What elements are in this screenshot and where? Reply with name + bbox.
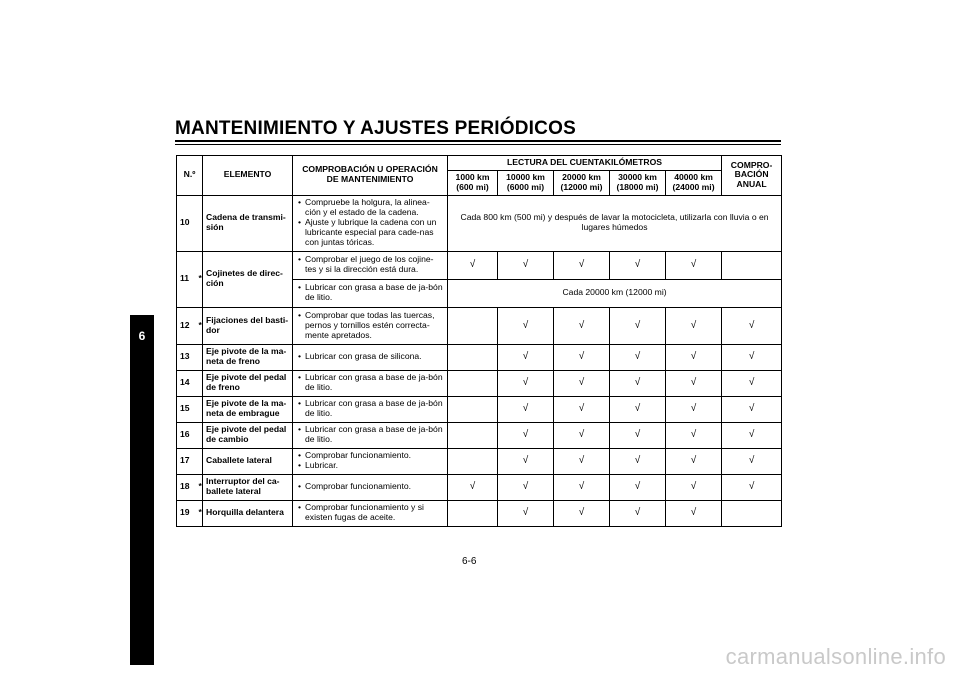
check-mark: √ bbox=[498, 344, 554, 370]
row-operations bbox=[293, 344, 448, 370]
check-mark: √ bbox=[448, 474, 498, 500]
check-mark: √ bbox=[666, 344, 722, 370]
operation-item: • Lubricar. bbox=[296, 461, 444, 471]
row-element: Eje pivote de la ma-neta de embrague bbox=[203, 396, 293, 422]
row-number: 12 bbox=[177, 307, 196, 344]
operation-item: • Lubricar con grasa de silicona. bbox=[296, 352, 444, 362]
check-mark: √ bbox=[666, 307, 722, 344]
row-star bbox=[196, 422, 203, 448]
empty-cell bbox=[722, 251, 782, 279]
table-row bbox=[177, 344, 782, 370]
row-element: Cadena de transmi-sión bbox=[203, 195, 293, 251]
check-mark: √ bbox=[722, 344, 782, 370]
row-star bbox=[196, 396, 203, 422]
check-mark: √ bbox=[666, 474, 722, 500]
row-element: Eje pivote de la ma-neta de freno bbox=[203, 344, 293, 370]
table-row bbox=[177, 307, 782, 344]
row-number: 18 bbox=[177, 474, 196, 500]
row-number: 13 bbox=[177, 344, 196, 370]
operation-item: • Comprobar funcionamiento. bbox=[296, 451, 444, 461]
header-row bbox=[177, 156, 782, 171]
row-element: Cojinetes de direc-ción bbox=[203, 251, 293, 307]
header-no: N.º bbox=[177, 156, 203, 196]
check-mark: √ bbox=[610, 448, 666, 474]
operation-item: • Comprobar funcionamiento y si existen fugas de aceite. bbox=[296, 503, 444, 523]
check-mark: √ bbox=[554, 500, 610, 526]
check-mark: √ bbox=[722, 307, 782, 344]
row-star: * bbox=[196, 251, 203, 307]
row-number: 17 bbox=[177, 448, 196, 474]
check-mark: √ bbox=[666, 448, 722, 474]
row-number: 19 bbox=[177, 500, 196, 526]
row-number: 14 bbox=[177, 370, 196, 396]
check-mark: √ bbox=[722, 370, 782, 396]
check-mark: √ bbox=[666, 396, 722, 422]
row-star bbox=[196, 344, 203, 370]
check-mark: √ bbox=[448, 251, 498, 279]
operation-item: • Comprobar que todas las tuercas, pernos y tornillos estén correcta-mente apretados. bbox=[296, 311, 444, 341]
interval-note: Cada 800 km (500 mi) y después de lavar la motocicleta, utilizarla con lluvia o en lugares húmedos bbox=[448, 195, 782, 251]
check-mark: √ bbox=[554, 448, 610, 474]
check-mark: √ bbox=[498, 474, 554, 500]
check-mark: √ bbox=[554, 251, 610, 279]
row-operations bbox=[293, 251, 448, 279]
check-mark: √ bbox=[722, 448, 782, 474]
row-star bbox=[196, 448, 203, 474]
check-mark: √ bbox=[498, 251, 554, 279]
check-mark: √ bbox=[610, 251, 666, 279]
row-operations bbox=[293, 474, 448, 500]
check-mark: √ bbox=[498, 370, 554, 396]
check-mark: √ bbox=[722, 422, 782, 448]
check-mark: √ bbox=[498, 396, 554, 422]
row-operations bbox=[293, 195, 448, 251]
empty-cell bbox=[448, 448, 498, 474]
row-element: Interruptor del ca-ballete lateral bbox=[203, 474, 293, 500]
table-row bbox=[177, 396, 782, 422]
empty-cell bbox=[448, 344, 498, 370]
check-mark: √ bbox=[666, 251, 722, 279]
check-mark: √ bbox=[722, 474, 782, 500]
header-operacion: COMPROBACIÓN U OPERACIÓN DE MANTENIMIENTO bbox=[293, 156, 448, 196]
check-mark: √ bbox=[554, 422, 610, 448]
operation-item: • Ajuste y lubrique la cadena con un lubricante especial para cade-nas con juntas tóricas. bbox=[296, 218, 444, 248]
table-row bbox=[177, 422, 782, 448]
row-number: 10 bbox=[177, 195, 196, 251]
operation-item: • Lubricar con grasa a base de ja-bón de litio. bbox=[296, 373, 444, 393]
header-interval: 40000 km (24000 mi) bbox=[666, 170, 722, 195]
check-mark: √ bbox=[722, 396, 782, 422]
row-operations bbox=[293, 448, 448, 474]
row-operations bbox=[293, 422, 448, 448]
check-mark: √ bbox=[554, 474, 610, 500]
check-mark: √ bbox=[554, 396, 610, 422]
check-mark: √ bbox=[498, 422, 554, 448]
title-rule-thin bbox=[175, 144, 781, 145]
check-mark: √ bbox=[666, 370, 722, 396]
check-mark: √ bbox=[610, 396, 666, 422]
header-interval: 1000 km (600 mi) bbox=[448, 170, 498, 195]
header-elemento: ELEMENTO bbox=[203, 156, 293, 196]
row-element: Fijaciones del basti-dor bbox=[203, 307, 293, 344]
row-operations bbox=[293, 396, 448, 422]
empty-cell bbox=[448, 500, 498, 526]
row-element: Horquilla delantera bbox=[203, 500, 293, 526]
row-star: * bbox=[196, 500, 203, 526]
check-mark: √ bbox=[554, 344, 610, 370]
operation-item: • Comprobar funcionamiento. bbox=[296, 482, 444, 492]
row-element: Eje pivote del pedal de freno bbox=[203, 370, 293, 396]
check-mark: √ bbox=[610, 422, 666, 448]
check-mark: √ bbox=[610, 500, 666, 526]
check-mark: √ bbox=[666, 422, 722, 448]
row-operations bbox=[293, 279, 448, 307]
empty-cell bbox=[448, 307, 498, 344]
empty-cell bbox=[448, 396, 498, 422]
maintenance-table bbox=[176, 155, 782, 527]
check-mark: √ bbox=[498, 307, 554, 344]
header-anual: COMPRO-BACIÓN ANUAL bbox=[722, 156, 782, 196]
header-interval: 20000 km (12000 mi) bbox=[554, 170, 610, 195]
row-operations bbox=[293, 370, 448, 396]
empty-cell bbox=[722, 500, 782, 526]
check-mark: √ bbox=[610, 370, 666, 396]
title-rule bbox=[175, 140, 781, 142]
row-operations bbox=[293, 307, 448, 344]
table-row bbox=[177, 195, 782, 251]
check-mark: √ bbox=[554, 370, 610, 396]
watermark: carmanualsonline.info bbox=[725, 644, 946, 669]
page-number: 6-6 bbox=[462, 556, 477, 567]
row-star: * bbox=[196, 474, 203, 500]
check-mark: √ bbox=[666, 500, 722, 526]
page-title: MANTENIMIENTO Y AJUSTES PERIÓDICOS bbox=[175, 118, 576, 139]
row-operations bbox=[293, 500, 448, 526]
table-row bbox=[177, 474, 782, 500]
check-mark: √ bbox=[610, 474, 666, 500]
header-interval: 30000 km (18000 mi) bbox=[610, 170, 666, 195]
row-star bbox=[196, 195, 203, 251]
operation-item: • Compruebe la holgura, la alinea-ción y el estado de la cadena. bbox=[296, 198, 444, 218]
header-lectura: LECTURA DEL CUENTAKILÓMETROS bbox=[448, 156, 722, 171]
row-number: 11 bbox=[177, 251, 196, 307]
row-element: Eje pivote del pedal de cambio bbox=[203, 422, 293, 448]
table-row bbox=[177, 370, 782, 396]
header-interval: 10000 km (6000 mi) bbox=[498, 170, 554, 195]
row-star bbox=[196, 370, 203, 396]
empty-cell bbox=[448, 370, 498, 396]
row-star: * bbox=[196, 307, 203, 344]
row-number: 15 bbox=[177, 396, 196, 422]
operation-item: • Comprobar el juego de los cojine-tes y si la dirección está dura. bbox=[296, 255, 444, 275]
check-mark: √ bbox=[498, 500, 554, 526]
operation-item: • Lubricar con grasa a base de ja-bón de litio. bbox=[296, 425, 444, 445]
table-row bbox=[177, 448, 782, 474]
table-row bbox=[177, 251, 782, 279]
row-number: 16 bbox=[177, 422, 196, 448]
chapter-tab bbox=[130, 315, 154, 665]
operation-item: • Lubricar con grasa a base de ja-bón de litio. bbox=[296, 283, 444, 303]
check-mark: √ bbox=[498, 448, 554, 474]
check-mark: √ bbox=[610, 344, 666, 370]
operation-item: • Lubricar con grasa a base de ja-bón de litio. bbox=[296, 399, 444, 419]
check-mark: √ bbox=[610, 307, 666, 344]
chapter-number: 6 bbox=[138, 329, 146, 343]
empty-cell bbox=[448, 422, 498, 448]
interval-note: Cada 20000 km (12000 mi) bbox=[448, 279, 782, 307]
check-mark: √ bbox=[554, 307, 610, 344]
row-element: Caballete lateral bbox=[203, 448, 293, 474]
table-row bbox=[177, 500, 782, 526]
